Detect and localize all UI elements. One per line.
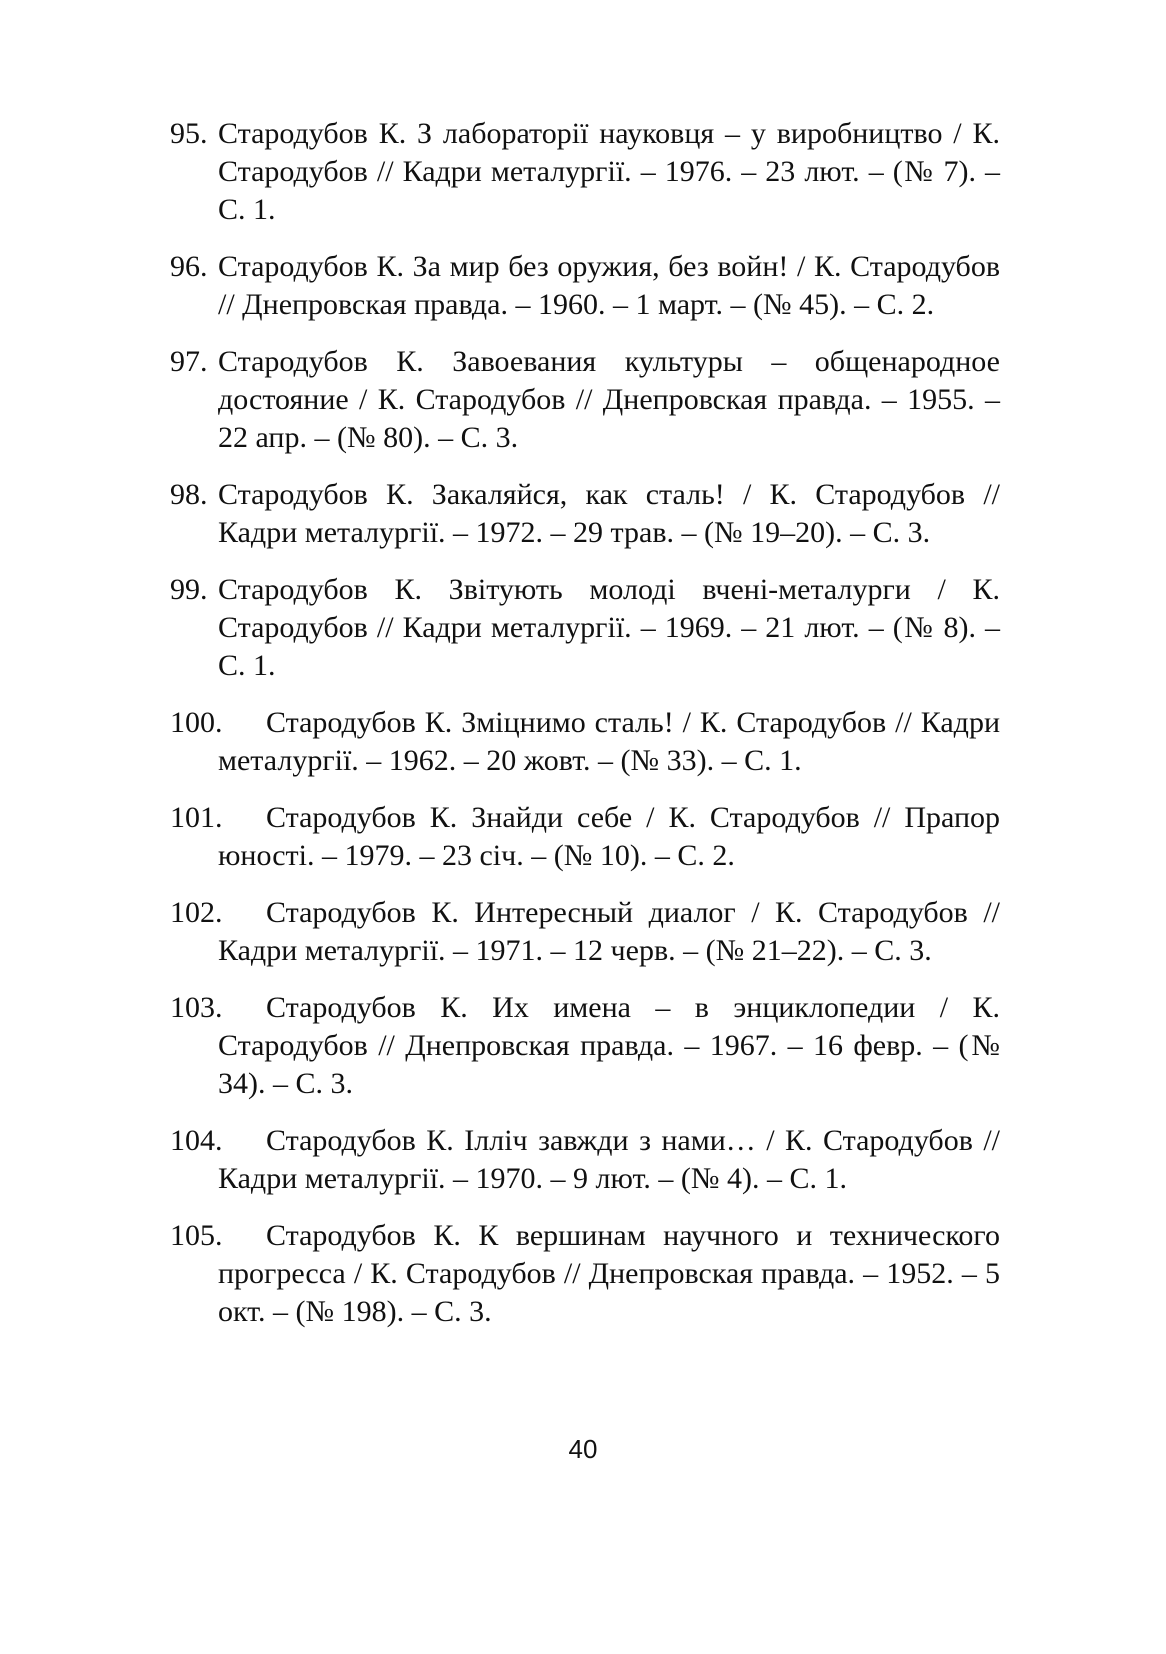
bib-entry-102 bbox=[170, 894, 1000, 970]
entry-text: Стародубов К. К вершинам научного и технического прогресса / К. Стародубов // Днепровская правда. – 1952. – 5 окт. – (№ 198). – С. 3. bbox=[218, 1219, 1000, 1328]
entry-number: 98. bbox=[170, 478, 208, 511]
entry-text: Стародубов К. Завоевания культуры – общенародное достояние / К. Стародубов // Днепровская правда. – 1955. – 22 апр. – (№ 80). – С. 3. bbox=[218, 345, 1000, 454]
entry-number: 102. bbox=[170, 896, 223, 929]
bib-entry-99 bbox=[170, 571, 1000, 685]
bib-entry-95 bbox=[170, 115, 1000, 229]
entry-text: Стародубов К. Их имена – в энциклопедии / К. Стародубов // Днепровская правда. – 1967. – 16 февр. – (№ 34). – С. 3. bbox=[218, 991, 1000, 1100]
entry-number: 99. bbox=[170, 573, 208, 606]
entry-number: 105. bbox=[170, 1219, 223, 1252]
entry-number: 101. bbox=[170, 801, 223, 834]
bib-entry-97 bbox=[170, 343, 1000, 457]
bib-entry-98 bbox=[170, 476, 1000, 552]
page-number: 40 bbox=[568, 1434, 598, 1464]
entry-text: Стародубов К. Ілліч завжди з нами… / К. Стародубов // Кадри металургії. – 1970. – 9 лют. – (№ 4). – С. 1. bbox=[218, 1124, 1000, 1195]
entry-number: 95. bbox=[170, 117, 208, 150]
entry-text: Стародубов К. За мир без оружия, без войн! / К. Стародубов // Днепровская правда. – 1960. – 1 март. – (№ 45). – С. 2. bbox=[218, 250, 1000, 321]
entry-text: Стародубов К. Закаляйся, как сталь! / К. Стародубов // Кадри металургії. – 1972. – 29 трав. – (№ 19–20). – С. 3. bbox=[218, 478, 1000, 549]
bib-entry-103 bbox=[170, 989, 1000, 1103]
bib-entry-96 bbox=[170, 248, 1000, 324]
bib-entry-105 bbox=[170, 1217, 1000, 1331]
entry-text: Стародубов К. Знайди себе / К. Стародубов // Прапор юності. – 1979. – 23 січ. – (№ 10). – С. 2. bbox=[218, 801, 1000, 872]
entry-text: Стародубов К. Зміцнимо сталь! / К. Стародубов // Кадри металургії. – 1962. – 20 жовт. – (№ 33). – С. 1. bbox=[218, 706, 1000, 777]
entry-number: 96. bbox=[170, 250, 208, 283]
entry-number: 104. bbox=[170, 1124, 223, 1157]
entry-text: Стародубов К. Звітують молоді вчені-металурги / К. Стародубов // Кадри металургії. – 1969. – 21 лют. – (№ 8). – С. 1. bbox=[218, 573, 1000, 682]
bib-entry-104 bbox=[170, 1122, 1000, 1198]
entry-number: 97. bbox=[170, 345, 208, 378]
entry-text: Стародубов К. З лабораторії науковця – у виробництво / К. Стародубов // Кадри металургії. – 1976. – 23 лют. – (№ 7). – С. 1. bbox=[218, 117, 1000, 226]
bib-entry-100 bbox=[170, 704, 1000, 780]
entry-text: Стародубов К. Интересный диалог / К. Стародубов // Кадри металургії. – 1971. – 12 черв. – (№ 21–22). – С. 3. bbox=[218, 896, 1000, 967]
entry-number: 103. bbox=[170, 991, 223, 1024]
bib-entry-101 bbox=[170, 799, 1000, 875]
bibliography-list bbox=[170, 115, 1000, 1350]
entry-number: 100. bbox=[170, 706, 223, 739]
